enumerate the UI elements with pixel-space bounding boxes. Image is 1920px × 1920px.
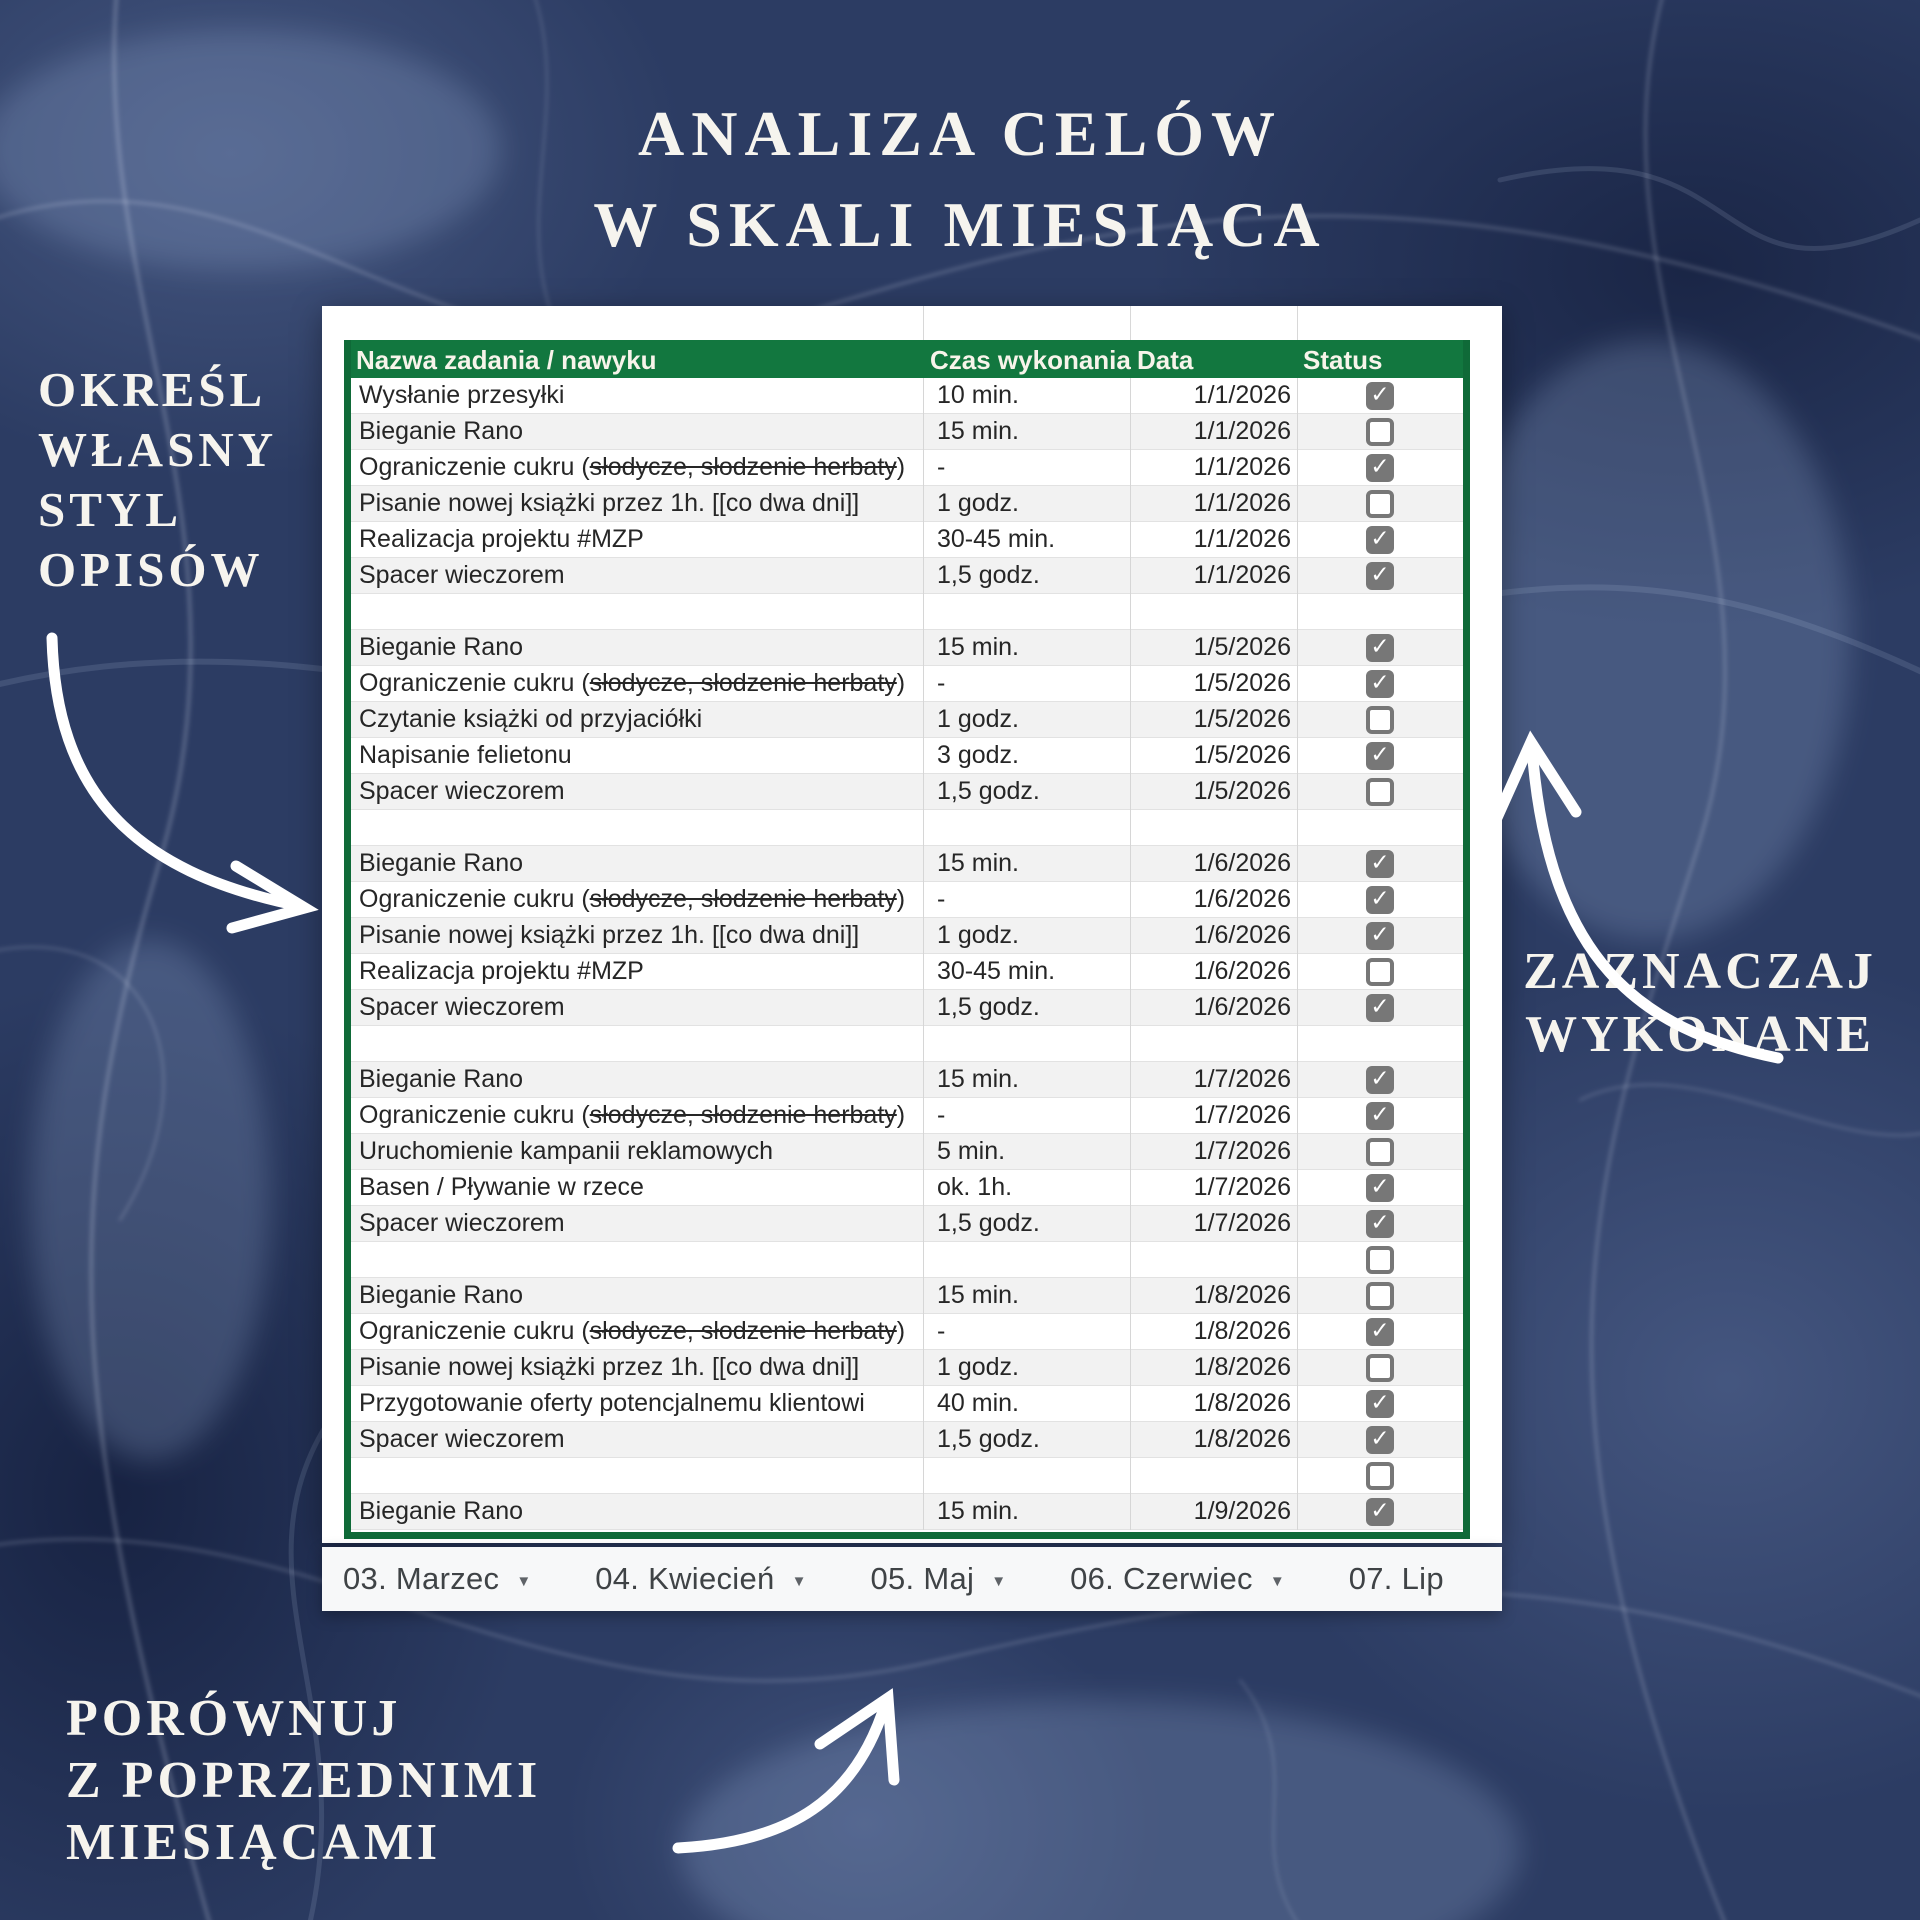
date-cell[interactable]: 1/6/2026 [1193,849,1291,877]
spreadsheet [322,306,1502,1543]
gridline [1297,306,1298,340]
sheet-tab-bar [322,1547,1502,1611]
table-header-row [344,340,1470,378]
task-cell[interactable]: Ograniczenie cukru ( słodycze, słodzenie herbaty ) [359,453,906,481]
status-checkbox[interactable] [1366,1102,1394,1130]
task-cell[interactable]: Bieganie Rano [359,849,524,877]
status-cell [1297,774,1463,809]
sheet-tab-4[interactable] [1070,1561,1285,1597]
task-cell[interactable] [351,1242,923,1277]
chevron-down-icon[interactable]: ▼ [1269,1572,1285,1590]
time-cell[interactable]: - [937,1317,946,1345]
date-cell[interactable]: 1/8/2026 [1193,1353,1291,1381]
time-cell[interactable]: 1,5 godz. [937,993,1040,1021]
date-cell[interactable]: 1/5/2026 [1193,777,1291,805]
sheet-tab-2[interactable] [595,1561,806,1597]
status-cell [1297,1494,1463,1529]
time-cell[interactable]: - [937,453,946,481]
time-cell[interactable]: 15 min. [937,417,1019,445]
struck-text: słodycze, słodzenie herbaty [589,885,897,913]
status-checkbox[interactable] [1366,562,1394,590]
title-line-1: ANALIZA CELÓW [638,98,1282,169]
date-cell[interactable]: 1/6/2026 [1193,885,1291,913]
status-cell [1297,522,1463,557]
status-cell [1297,450,1463,485]
time-cell[interactable]: 30-45 min. [937,525,1056,553]
task-cell[interactable]: Ograniczenie cukru ( słodycze, słodzenie herbaty ) [359,669,906,697]
task-cell[interactable]: Ograniczenie cukru ( słodycze, słodzenie herbaty ) [359,1317,906,1345]
struck-text: słodycze, słodzenie herbaty [589,453,897,481]
annotation-bottom [66,1688,541,1874]
task-cell[interactable]: Ograniczenie cukru ( słodycze, słodzenie herbaty ) [359,885,906,913]
time-cell[interactable]: - [937,885,946,913]
table-border-bottom [344,1532,1470,1539]
time-cell[interactable]: 3 godz. [937,741,1020,769]
date-cell[interactable]: 1/5/2026 [1193,633,1291,661]
status-cell [1297,1134,1463,1169]
time-cell[interactable]: 1,5 godz. [937,561,1040,589]
status-cell [1297,1242,1463,1277]
annotation-line: MIESIĄCAMI [66,1814,442,1871]
time-cell[interactable]: 1,5 godz. [937,777,1040,805]
time-cell[interactable]: 1 godz. [937,1353,1020,1381]
status-cell [1297,630,1463,665]
status-cell [1297,414,1463,449]
status-checkbox[interactable] [1366,490,1394,518]
time-cell[interactable]: 15 min. [937,1065,1019,1093]
time-cell[interactable]: - [937,1101,946,1129]
status-cell [1297,702,1463,737]
date-cell[interactable]: 1/7/2026 [1193,1065,1291,1093]
date-cell[interactable]: 1/8/2026 [1193,1317,1291,1345]
task-cell[interactable]: Bieganie Rano [359,1281,524,1309]
task-cell[interactable]: Czytanie książki od przyjaciółki [359,705,703,733]
task-cell[interactable]: Pisanie nowej książki przez 1h. [[co dwa dni]] [359,921,860,949]
table-body [351,378,1463,1530]
date-cell[interactable]: 1/6/2026 [1193,993,1291,1021]
annotation-left [38,360,277,600]
time-cell[interactable] [923,1026,1130,1061]
status-cell [1297,1170,1463,1205]
status-cell [1297,1314,1463,1349]
date-cell[interactable]: 1/5/2026 [1193,669,1291,697]
column-header-3[interactable]: Status [1303,345,1383,375]
date-cell[interactable]: 1/6/2026 [1193,921,1291,949]
date-cell[interactable]: 1/6/2026 [1193,957,1291,985]
gridline [1130,378,1131,1530]
date-cell[interactable]: 1/1/2026 [1193,381,1291,409]
sheet-tab-1[interactable] [343,1561,531,1597]
gridline [1130,306,1131,340]
status-checkbox[interactable] [1366,742,1394,770]
annotation-line: Z POPRZEDNIMI [66,1752,542,1809]
task-cell[interactable]: Uruchomienie kampanii reklamowych [359,1137,774,1165]
status-checkbox[interactable] [1366,1426,1394,1454]
sheet-tab-3[interactable] [870,1561,1006,1597]
status-checkbox[interactable] [1366,526,1394,554]
annotation-line: STYL [38,482,183,537]
task-cell[interactable] [351,594,923,629]
date-cell[interactable]: 1/7/2026 [1193,1101,1291,1129]
status-checkbox[interactable] [1366,634,1394,662]
status-checkbox[interactable] [1366,382,1394,410]
status-checkbox[interactable] [1366,1174,1394,1202]
time-cell[interactable]: - [937,669,946,697]
status-cell [1297,990,1463,1025]
status-cell [1297,1062,1463,1097]
status-cell [1297,594,1463,629]
task-cell[interactable]: Bieganie Rano [359,417,524,445]
date-cell[interactable] [1130,1458,1297,1493]
status-checkbox[interactable] [1366,1138,1394,1166]
date-cell[interactable]: 1/7/2026 [1193,1173,1291,1201]
task-cell[interactable] [351,1458,923,1493]
status-checkbox[interactable] [1366,994,1394,1022]
status-checkbox[interactable] [1366,886,1394,914]
status-checkbox[interactable] [1366,1498,1394,1526]
annotation-line: WŁASNY [38,422,278,477]
time-cell[interactable]: 1,5 godz. [937,1425,1040,1453]
task-cell[interactable]: Spacer wieczorem [359,1209,565,1237]
status-checkbox[interactable] [1366,670,1394,698]
gridline [1297,378,1298,1530]
gridline [923,378,924,1530]
sheet-tab-label: 06. Czerwiec [1070,1561,1253,1596]
annotation-right [1500,940,1900,1066]
column-header-1[interactable]: Czas wykonania [930,345,1131,375]
status-cell [1297,810,1463,845]
date-cell[interactable]: 1/8/2026 [1193,1281,1291,1309]
task-cell[interactable]: Spacer wieczorem [359,993,565,1021]
column-header-2[interactable]: Data [1137,345,1194,375]
date-cell[interactable]: 1/9/2026 [1193,1497,1291,1525]
status-cell [1297,558,1463,593]
status-cell [1297,1206,1463,1241]
time-cell[interactable]: 1 godz. [937,705,1020,733]
task-cell[interactable]: Spacer wieczorem [359,561,565,589]
task-cell[interactable]: Wysłanie przesyłki [359,381,565,409]
date-cell[interactable]: 1/1/2026 [1193,561,1291,589]
chevron-down-icon[interactable]: ▼ [791,1572,807,1590]
task-cell[interactable]: Bieganie Rano [359,633,524,661]
time-cell[interactable] [923,1458,1130,1493]
sheet-tab-label: 03. Marzec [343,1561,500,1596]
date-cell[interactable]: 1/1/2026 [1193,489,1291,517]
status-checkbox[interactable] [1366,958,1394,986]
time-cell[interactable]: 30-45 min. [937,957,1056,985]
status-cell [1297,1026,1463,1061]
status-cell [1297,1278,1463,1313]
task-cell[interactable] [351,810,923,845]
time-cell[interactable] [923,594,1130,629]
table-border-left [344,340,351,1539]
task-cell[interactable]: Realizacja projektu #MZP [359,525,644,553]
date-cell[interactable]: 1/1/2026 [1193,417,1291,445]
status-cell [1297,1386,1463,1421]
time-cell[interactable]: 15 min. [937,1497,1019,1525]
task-cell[interactable]: Bieganie Rano [359,1065,524,1093]
task-cell[interactable]: Spacer wieczorem [359,1425,565,1453]
time-cell[interactable]: 15 min. [937,1281,1019,1309]
time-cell[interactable] [923,810,1130,845]
date-cell[interactable] [1130,1242,1297,1277]
annotation-line: OKREŚL [38,362,267,417]
task-cell[interactable]: Ograniczenie cukru ( słodycze, słodzenie herbaty ) [359,1101,906,1129]
time-cell[interactable]: 1,5 godz. [937,1209,1040,1237]
status-checkbox[interactable] [1366,454,1394,482]
chevron-down-icon[interactable]: ▼ [991,1572,1007,1590]
task-cell[interactable]: Basen / Pływanie w rzece [359,1173,644,1201]
task-cell[interactable]: Napisanie felietonu [359,741,572,769]
task-cell[interactable]: Pisanie nowej książki przez 1h. [[co dwa dni]] [359,1353,860,1381]
status-cell [1297,882,1463,917]
status-checkbox[interactable] [1366,1246,1394,1274]
status-checkbox[interactable] [1366,1462,1394,1490]
status-checkbox[interactable] [1366,850,1394,878]
sheet-tab-5[interactable] [1349,1561,1444,1597]
status-cell [1297,846,1463,881]
status-cell [1297,1098,1463,1133]
date-cell[interactable] [1130,594,1297,629]
time-cell[interactable]: 1 godz. [937,921,1020,949]
column-header-0[interactable]: Nazwa zadania / nawyku [356,345,657,375]
annotation-line: OPISÓW [38,542,264,597]
status-cell [1297,954,1463,989]
time-cell[interactable] [923,1242,1130,1277]
status-checkbox[interactable] [1366,1210,1394,1238]
date-cell[interactable]: 1/5/2026 [1193,705,1291,733]
time-cell[interactable]: 1 godz. [937,489,1020,517]
chevron-down-icon[interactable]: ▼ [516,1572,532,1590]
status-checkbox[interactable] [1366,1066,1394,1094]
task-cell[interactable]: Pisanie nowej książki przez 1h. [[co dwa dni]] [359,489,860,517]
task-cell[interactable]: Bieganie Rano [359,1497,524,1525]
date-cell[interactable]: 1/8/2026 [1193,1389,1291,1417]
status-cell [1297,1422,1463,1457]
status-cell [1297,666,1463,701]
title-line-2: W SKALI MIESIĄCA [593,189,1327,260]
status-checkbox[interactable] [1366,1318,1394,1346]
status-checkbox[interactable] [1366,1390,1394,1418]
struck-text: słodycze, słodzenie herbaty [589,1317,897,1345]
date-cell[interactable]: 1/1/2026 [1193,453,1291,481]
status-cell [1297,918,1463,953]
time-cell[interactable]: 5 min. [937,1137,1006,1165]
status-checkbox[interactable] [1366,778,1394,806]
status-cell [1297,378,1463,413]
annotation-line: PORÓWNUJ [66,1690,402,1747]
date-cell[interactable] [1130,1026,1297,1061]
table-border-right [1463,340,1470,1539]
status-checkbox[interactable] [1366,922,1394,950]
struck-text: słodycze, słodzenie herbaty [589,669,897,697]
sheet-tab-label: 05. Maj [870,1561,975,1596]
task-cell[interactable] [351,1026,923,1061]
status-cell [1297,1350,1463,1385]
annotation-line: ZAZNACZAJ [1523,943,1877,1000]
sheet-tab-label: 04. Kwiecień [595,1561,775,1596]
time-cell[interactable]: 40 min. [937,1389,1019,1417]
status-checkbox[interactable] [1366,1354,1394,1382]
date-cell[interactable] [1130,810,1297,845]
date-cell[interactable]: 1/8/2026 [1193,1425,1291,1453]
status-checkbox[interactable] [1366,706,1394,734]
status-checkbox[interactable] [1366,1282,1394,1310]
time-cell[interactable]: 15 min. [937,633,1019,661]
gridline [923,306,924,340]
time-cell[interactable]: 10 min. [937,381,1019,409]
status-cell [1297,486,1463,521]
status-cell [1297,738,1463,773]
date-cell[interactable]: 1/5/2026 [1193,741,1291,769]
task-cell[interactable]: Spacer wieczorem [359,777,565,805]
date-cell[interactable]: 1/7/2026 [1193,1209,1291,1237]
annotation-line: WYKONANE [1525,1006,1875,1063]
date-cell[interactable]: 1/7/2026 [1193,1137,1291,1165]
task-cell[interactable]: Przygotowanie oferty potencjalnemu klientowi [359,1389,865,1417]
status-checkbox[interactable] [1366,418,1394,446]
struck-text: słodycze, słodzenie herbaty [589,1101,897,1129]
time-cell[interactable]: 15 min. [937,849,1019,877]
page-title [0,88,1920,270]
sheet-tab-label: 07. Lip [1348,1561,1444,1596]
status-cell [1297,1458,1463,1493]
time-cell[interactable]: ok. 1h. [937,1173,1013,1201]
task-cell[interactable]: Realizacja projektu #MZP [359,957,644,985]
date-cell[interactable]: 1/1/2026 [1193,525,1291,553]
